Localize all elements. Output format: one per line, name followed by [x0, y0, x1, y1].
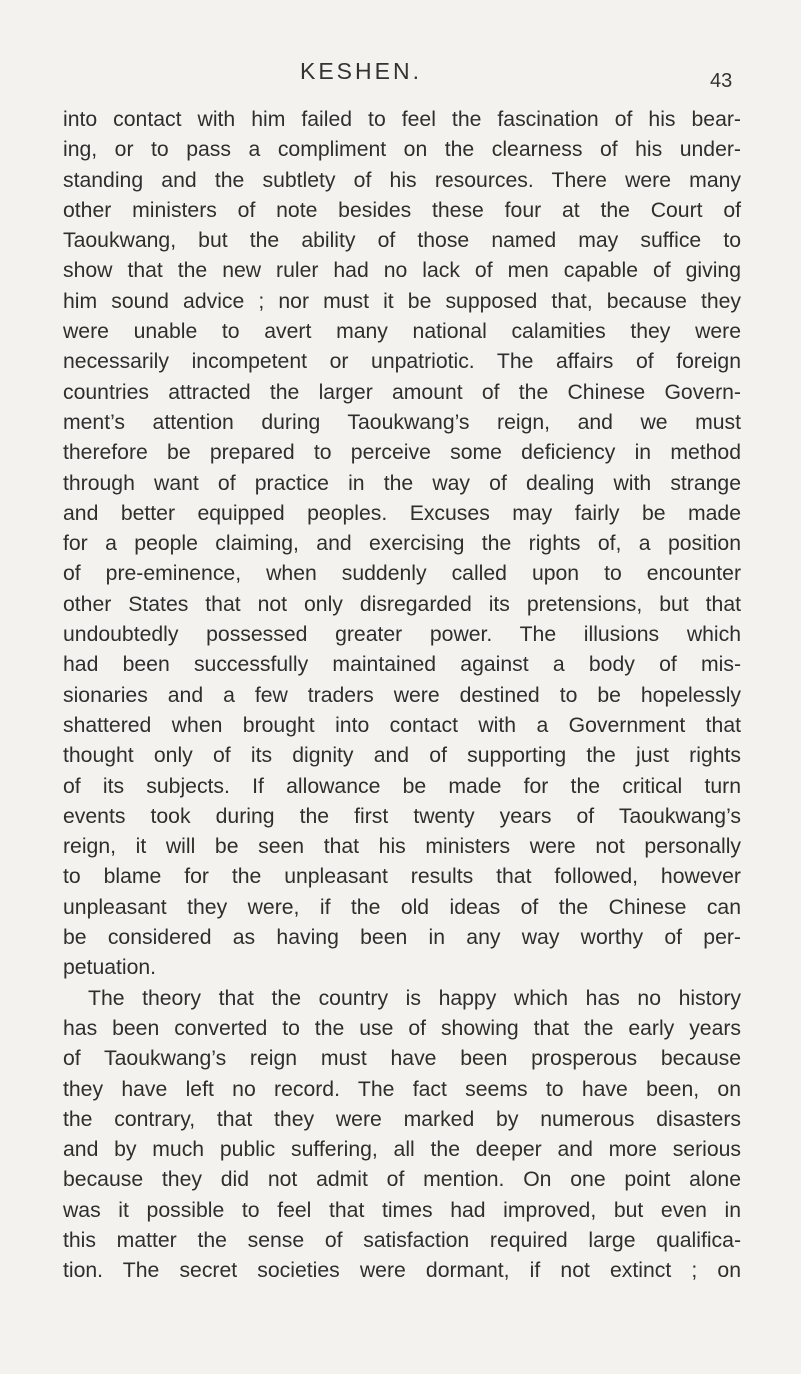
- text-line: because they did not admit of mention. On one point alone: [63, 1168, 741, 1192]
- text-line: petuation.: [63, 956, 157, 980]
- text-line: other ministers of note besides these four at the Court of: [63, 198, 741, 222]
- text-line: through want of practice in the way of dealing with strange: [63, 471, 741, 495]
- text-line: of its subjects. If allowance be made for the critical turn: [63, 774, 741, 798]
- text-line: had been successfully maintained against a body of mis-: [63, 653, 741, 677]
- text-line: was it possible to feel that times had improved, but even in: [63, 1198, 741, 1222]
- text-line: tion. The secret societies were dormant, if not extinct ; on: [63, 1259, 741, 1283]
- text-line: shattered when brought into contact with a Government that: [63, 713, 741, 737]
- text-line: sionaries and a few traders were destined to be hopelessly: [63, 683, 741, 707]
- text-line: him sound advice ; nor must it be supposed that, because they: [63, 289, 741, 313]
- text-line: The theory that the country is happy which has no history: [88, 986, 741, 1010]
- page-number: 43: [710, 70, 733, 92]
- text-line: to blame for the unpleasant results that followed, however: [63, 865, 741, 889]
- text-line: the contrary, that they were marked by numerous disasters: [63, 1107, 741, 1131]
- text-line: necessarily incompetent or unpatriotic. The affairs of foreign: [63, 350, 741, 374]
- text-line: were unable to avert many national calamities they were: [63, 320, 741, 344]
- text-line: and by much public suffering, all the deeper and more serious: [63, 1138, 741, 1162]
- text-line: Taoukwang, but the ability of those named may suffice to: [63, 229, 741, 253]
- body-text: [63, 105, 741, 1287]
- text-line: into contact with him failed to feel the fascination of his bear-: [63, 108, 741, 131]
- text-line: therefore be prepared to perceive some deficiency in method: [63, 441, 741, 465]
- text-line: undoubtedly possessed greater power. The illusions which: [63, 623, 741, 647]
- text-line: for a people claiming, and exercising the rights of, a position: [63, 532, 741, 556]
- text-line: of pre-eminence, when suddenly called upon to encounter: [63, 562, 741, 586]
- text-line: other States that not only disregarded its pretensions, but that: [63, 592, 741, 616]
- running-head: KESHEN.: [300, 58, 422, 84]
- text-line: ment’s attention during Taoukwang’s reign, and we must: [63, 410, 741, 434]
- paragraph: [63, 105, 741, 984]
- text-line: has been converted to the use of showing that the early years: [63, 1016, 741, 1040]
- text-line: standing and the subtlety of his resources. There were many: [63, 168, 741, 192]
- text-line: thought only of its dignity and of supporting the just rights: [63, 744, 741, 768]
- text-line: be considered as having been in any way worthy of per-: [63, 926, 741, 950]
- text-line: reign, it will be seen that his ministers were not personally: [63, 835, 741, 859]
- text-line: events took during the first twenty years of Taoukwang’s: [63, 804, 741, 828]
- text-line: ing, or to pass a compliment on the clearness of his under-: [63, 138, 741, 162]
- text-line: and better equipped peoples. Excuses may fairly be made: [63, 501, 741, 525]
- text-line: this matter the sense of satisfaction required large qualifica-: [63, 1228, 741, 1252]
- text-line: show that the new ruler had no lack of men capable of giving: [63, 259, 741, 283]
- text-line: countries attracted the larger amount of the Chinese Govern-: [63, 380, 741, 404]
- paragraph: [63, 984, 741, 1287]
- text-line: of Taoukwang’s reign must have been prosperous because: [63, 1047, 741, 1071]
- text-line: unpleasant they were, if the old ideas of the Chinese can: [63, 895, 741, 919]
- text-line: they have left no record. The fact seems to have been, on: [63, 1077, 741, 1101]
